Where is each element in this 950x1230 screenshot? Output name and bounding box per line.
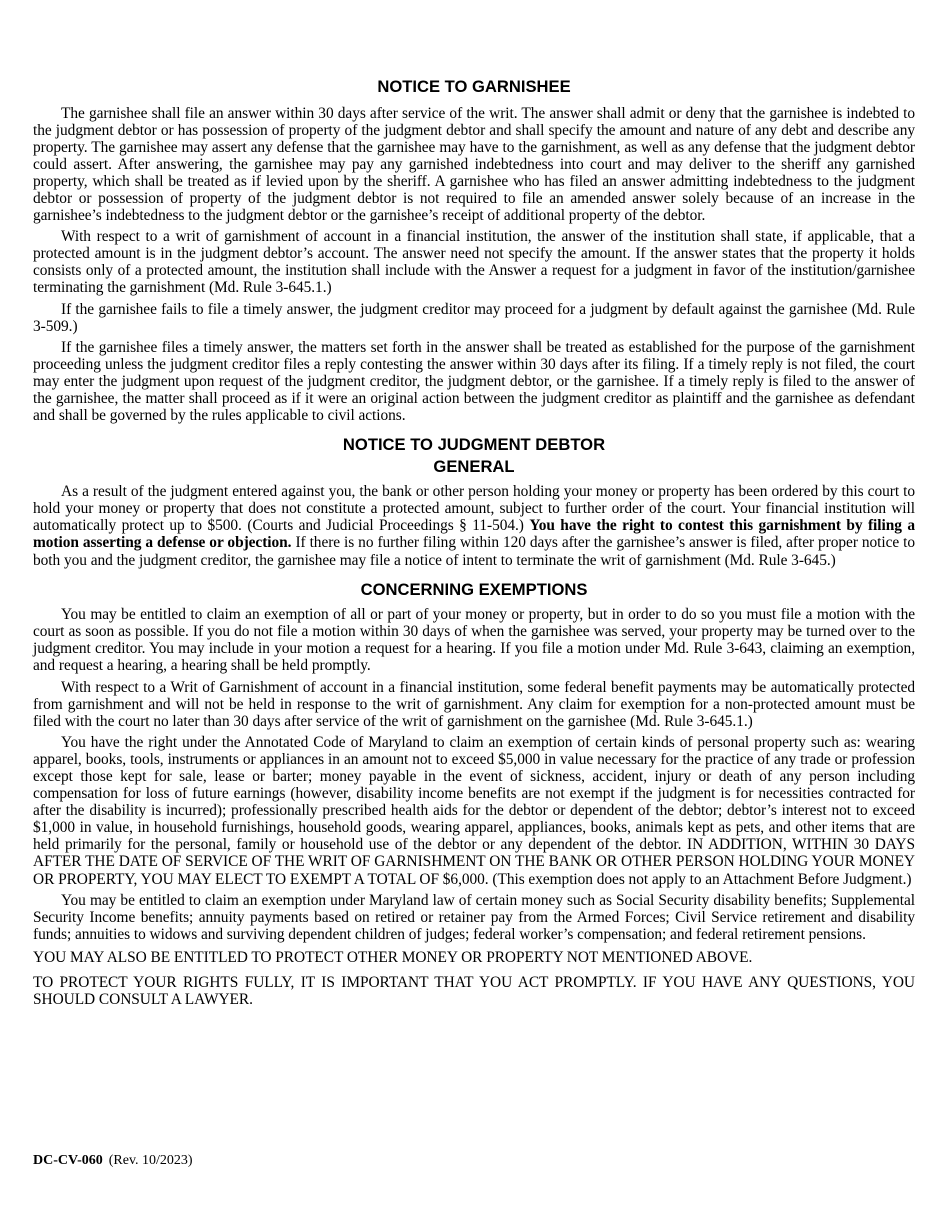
form-footer	[33, 1153, 193, 1169]
act-promptly-notice: TO PROTECT YOUR RIGHTS FULLY, IT IS IMPORTANT THAT YOU ACT PROMPTLY. IF YOU HAVE ANY QUESTIONS, YOU SHOULD CONSULT A LAWYER.	[33, 974, 915, 1009]
judgment-debtor-text-part2: If there is no further filing within 120 days after the garnishee’s answer is filed, after proper notice to both you and the judgment creditor, the garnishee may file a notice of intent to terminate the writ of garnishment (Md. Rule 3-645.)	[33, 534, 916, 569]
garnishee-paragraph: If the garnishee files a timely answer, the matters set forth in the answer shall be treated as established for the purpose of the garnishment proceeding unless the judgment creditor files a reply contesting the answer within 30 days after its filing. If a timely reply is not filed, the court may enter the judgment upon request of the judgment creditor, the judgment debtor, or the garnishee. If a timely reply is filed to the answer of the garnishee, the matter shall proceed as if it were an original action between the judgment creditor as plaintiff and the garnishee as defendant and shall be governed by the rules applicable to civil actions.	[33, 338, 915, 425]
judgment-debtor-paragraph	[33, 483, 915, 568]
garnishee-paragraph: With respect to a writ of garnishment of account in a financial institution, the answer of the institution shall state, if applicable, that a protected amount is in the judgment debtor’s account. The answer need not specify the amount. If the answer states that the property it holds consists only of a protected amount, the institution shall include with the Answer a request for a judgment in favor of the institution/garnishee terminating the garnishment (Md. Rule 3-645.1.)	[33, 228, 915, 297]
exemptions-paragraph: You have the right under the Annotated Code of Maryland to claim an exemption of certain kinds of personal property such as: wearing apparel, books, tools, instruments or appliances in an amount not to exceed $5,000 in value necessary for the practice of any trade or profession except those kept for sale, lease or barter; money payable in the event of sickness, accident, injury or death of any person including compensation for loss of future earnings (however, disability income benefits are not exempt if the judgment is for necessities contracted for after the disability is incurred); professionally prescribed health aids for the debtor or dependent of the debtor; debtor’s interest not to exceed $1,000 in value, in household furnishings, household goods, wearing apparel, appliances, books, animals kept as pets, and other items that are held primarily for the personal, family or household use of the debtor or any dependent of the debtor. IN ADDITION, WITHIN 30 DAYS AFTER THE DATE OF SERVICE OF THE WRIT OF GARNISHMENT ON THE BANK OR OTHER PERSON HOLDING YOUR MONEY OR PROPERTY, YOU MAY ELECT TO EXEMPT A TOTAL OF $6,000. (This exemption does not apply to an Attachment Before Judgment.)	[33, 733, 915, 888]
concerning-exemptions-heading: CONCERNING EXEMPTIONS	[360, 579, 588, 599]
form-revision: (Rev. 10/2023)	[108, 1153, 193, 1168]
document-page	[33, 76, 915, 1016]
other-property-notice: YOU MAY ALSO BE ENTITLED TO PROTECT OTHER MONEY OR PROPERTY NOT MENTIONED ABOVE.	[33, 948, 753, 966]
notice-to-garnishee-heading: NOTICE TO GARNISHEE	[377, 77, 571, 96]
judgment-debtor-text-part1: As a result of the judgment entered against you, the bank or other person holding your money or property has been ordered by this court to hold your money or property that does not constitute a protected amount, subject to further order of the court. Your financial institution will automatically protect up to $500. (Courts and Judicial Proceedings § 11-504.)	[33, 483, 915, 535]
notice-to-judgment-debtor-heading: NOTICE TO JUDGMENT DEBTOR	[342, 435, 606, 455]
garnishee-paragraph: The garnishee shall file an answer within 30 days after service of the writ. The answer shall admit or deny that the garnishee is indebted to the judgment debtor or has possession of property of the judgment debtor and shall specify the amount and nature of any debt and describe any property. The garnishee may assert any defense that the garnishee may have to the garnishment, as well as any defense that the judgment debtor could assert. After answering, the garnishee may pay any garnished indebtedness into court and may deliver to the sheriff any garnished property, which shall be treated as if levied upon by the sheriff. A garnishee who has filed an answer admitting indebtedness to the judgment debtor or possession of property of the judgment debtor is not required to file an amended answer solely because of an increase in the garnishee’s indebtedness to the judgment debtor or the garnishee’s receipt of additional property of the debtor.	[33, 104, 915, 225]
form-id: DC-CV-060	[33, 1153, 103, 1168]
garnishee-paragraph: If the garnishee fails to file a timely answer, the judgment creditor may proceed for a judgment by default against the garnishee (Md. Rule 3-509.)	[33, 300, 915, 335]
exemptions-paragraph: You may be entitled to claim an exemption under Maryland law of certain money such as Social Security disability benefits; Supplemental Security Income benefits; annuity payments based on retired or retainer pay from the Armed Forces; Civil Service retirement and disability funds; annuities to widows and surviving dependent children of judges; federal worker’s compensation; and federal retirement pensions.	[33, 891, 915, 943]
general-subheading: GENERAL	[433, 456, 515, 476]
right-to-contest-bold-text: You have the right to contest this garnishment by filing a motion asserting a defense or objection.	[33, 517, 915, 552]
exemptions-paragraph: You may be entitled to claim an exemption of all or part of your money or property, but in order to do so you must file a motion with the court as soon as possible. If you do not file a motion within 30 days of when the garnishee was served, your property may be turned over to the judgment creditor. You may include in your motion a request for a hearing. If you file a motion under Md. Rule 3-643, claiming an exemption, and request a hearing, a hearing shall be held promptly.	[33, 606, 915, 675]
exemptions-paragraph: With respect to a Writ of Garnishment of account in a financial institution, some federal benefit payments may be automatically protected from garnishment and will not be held in response to the writ of garnishment. Any claim for exemption for a non-protected amount must be filed with the court no later than 30 days after service of the writ of garnishment on the garnishee (Md. Rule 3-645.1.)	[33, 678, 915, 730]
